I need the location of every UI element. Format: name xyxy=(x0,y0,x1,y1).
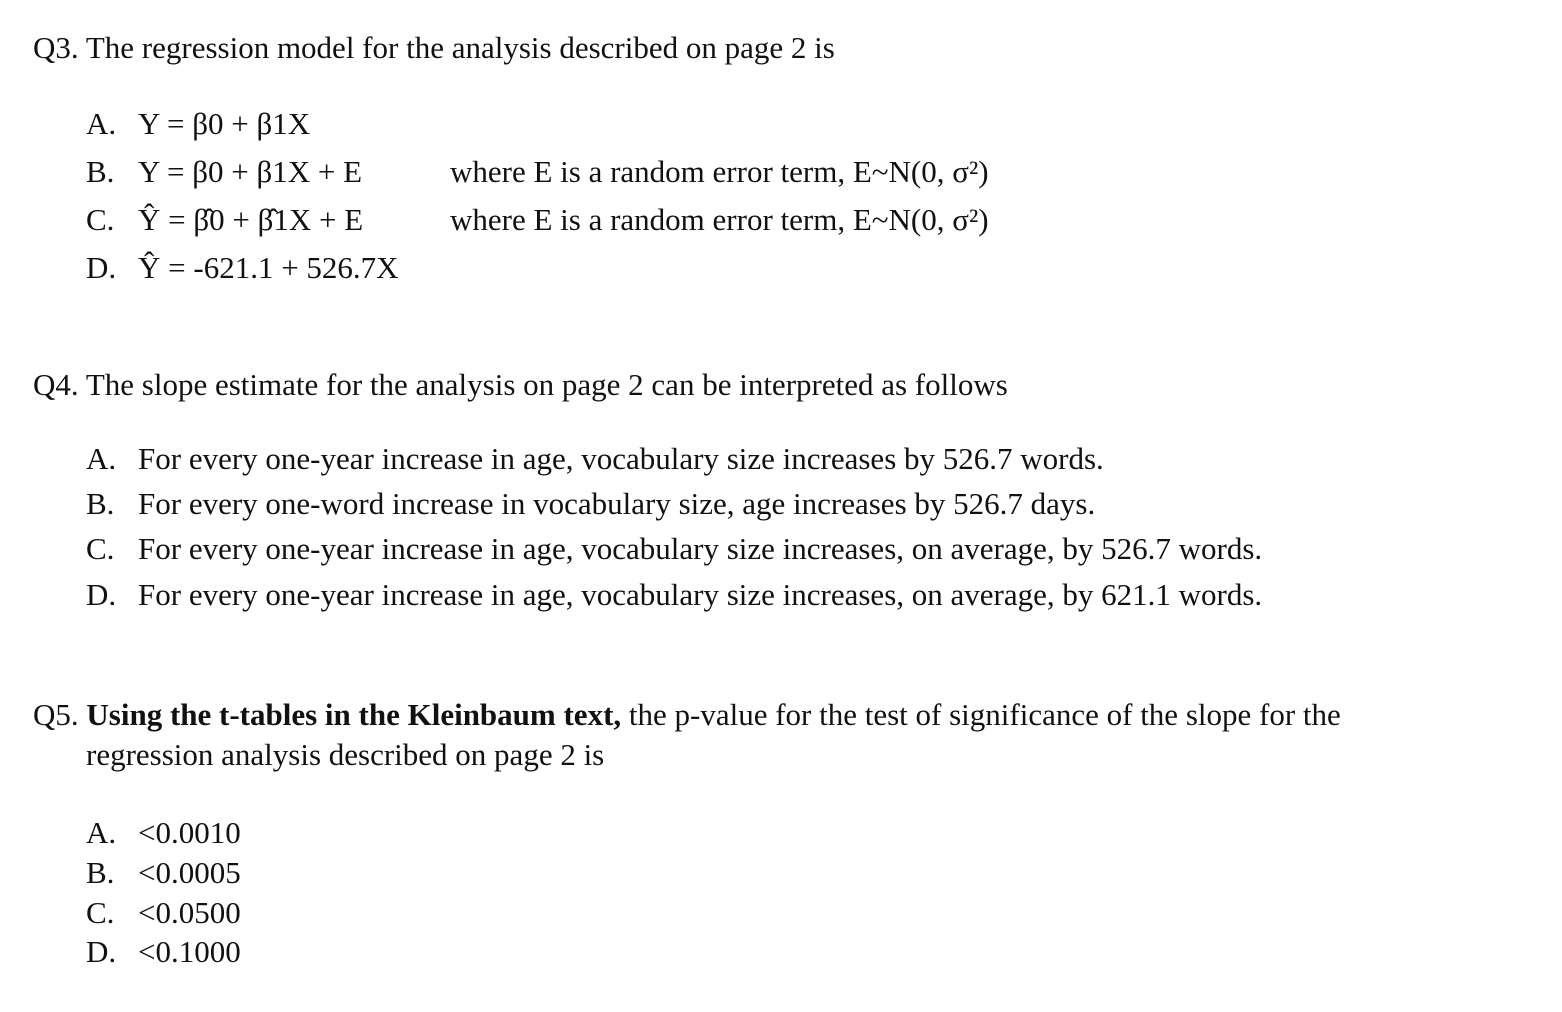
q4-option-c xyxy=(86,529,1262,569)
q5-bold-text: Using the t-tables in the Kleinbaum text, xyxy=(86,697,622,732)
q3-option-a xyxy=(86,104,310,144)
option-letter: D. xyxy=(86,577,117,612)
option-letter: C. xyxy=(86,531,115,566)
option-text: <0.0010 xyxy=(138,815,241,850)
q5-option-c xyxy=(86,893,241,933)
q4-text: The slope estimate for the analysis on page 2 can be interpreted as follows xyxy=(85,367,1008,402)
q3-option-c-note: where E is a random error term, E~N(0, σ²) xyxy=(450,202,989,237)
option-letter: C. xyxy=(86,202,115,237)
option-letter: B. xyxy=(86,855,115,890)
q3-option-b-note: where E is a random error term, E~N(0, σ²) xyxy=(450,154,989,189)
option-letter: D. xyxy=(86,250,117,285)
option-letter: B. xyxy=(86,486,115,521)
q5-text: the p-value for the test of significance of the slope for the xyxy=(628,697,1341,732)
q3-text: The regression model for the analysis described on page 2 is xyxy=(85,30,835,65)
q5-question xyxy=(33,695,1341,735)
option-text: <0.1000 xyxy=(138,934,241,969)
q5-text-continued: regression analysis described on page 2 is xyxy=(86,737,605,772)
option-letter: B. xyxy=(86,154,115,189)
option-equation: Y = β0 + β1X xyxy=(138,106,311,141)
q5-option-a xyxy=(86,813,241,853)
option-text: For every one-year increase in age, vocabulary size increases, on average, by 526.7 words. xyxy=(138,531,1263,566)
q4-number: Q4. xyxy=(33,367,79,402)
option-text: For every one-year increase in age, vocabulary size increases, on average, by 621.1 words. xyxy=(138,577,1263,612)
option-letter: A. xyxy=(86,106,117,141)
option-letter: A. xyxy=(86,815,117,850)
q3-option-d xyxy=(86,248,399,288)
option-letter: C. xyxy=(86,895,115,930)
option-text: <0.0005 xyxy=(138,855,241,890)
q3-option-c xyxy=(86,200,363,240)
option-equation: Y = β0 + β1X + E xyxy=(138,154,363,189)
q3-number: Q3. xyxy=(33,30,79,65)
option-letter: D. xyxy=(86,934,117,969)
option-equation: Ŷ = -621.1 + 526.7X xyxy=(138,250,399,285)
q5-option-b xyxy=(86,853,241,893)
q4-option-a xyxy=(86,439,1104,479)
option-text: For every one-word increase in vocabulary size, age increases by 526.7 days. xyxy=(138,486,1096,521)
q4-option-b xyxy=(86,484,1095,524)
q5-number: Q5. xyxy=(33,697,79,732)
q3-option-b xyxy=(86,152,362,192)
q4-option-d xyxy=(86,575,1262,615)
option-text: <0.0500 xyxy=(138,895,241,930)
option-text: For every one-year increase in age, vocabulary size increases by 526.7 words. xyxy=(138,441,1104,476)
option-letter: A. xyxy=(86,441,117,476)
q3-question xyxy=(33,28,835,68)
option-equation: Ŷ = β̂0 + β̂1X + E xyxy=(138,202,364,237)
q5-option-d xyxy=(86,932,241,972)
q4-question xyxy=(33,365,1008,405)
